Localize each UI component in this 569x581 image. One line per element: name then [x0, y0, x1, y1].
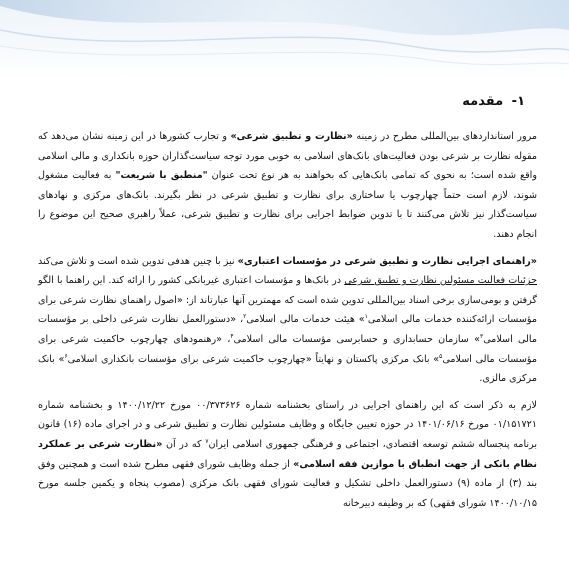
text-run: در بانک‌ها و مؤسسات اعتباری غیربانکی کشور را ارائه کند. این راهنما با الگو گرفتن و بومی‌سازی برخی اسناد بین‌المللی تدوین شده است که مهمترین آنها عبارتاند از: «اصول راهنمای نظارت شرعی برای مؤسسات ارائه‌کننده خدمات مالی اسلامی — [38, 275, 537, 326]
footnote-ref[interactable]: ۷ — [205, 437, 209, 445]
header-wave-graphic — [0, 0, 569, 80]
footnote-ref[interactable]: ۴ — [230, 332, 234, 340]
text-run: مرور استانداردهای بین‌المللی مطرح در زمینه — [352, 131, 538, 142]
text-run: که در آن — [162, 438, 206, 450]
footnote-ref[interactable]: ۱ — [364, 313, 368, 321]
text-run: به فعالیت مشغول شوند، لازم است حتماً چهارچوب یا ساختاری برای نظارت و تطبیق شرعی در نظر بگیرند. بانک‌های مرکزی و نهادهای سیاست‌گذار نیز تلاش می‌کنند تا با تدوین ضوابط اجرایی برای نظارت و تطبیق شرعی، عملاً راهبری صحیح این موضوع را انجام دهند. — [38, 170, 537, 240]
underlined-text: جزئیات فعالیت مسئولین نظارت و تطبیق شرعی — [344, 275, 538, 287]
header-decoration — [0, 0, 569, 80]
footnote-ref[interactable]: ۳ — [479, 332, 484, 340]
text-run: نیز با چنین هدفی تدوین شده است و تلاش می‌کند — [38, 255, 238, 267]
text-run: » سازمان حسابداری و حسابرسی مؤسسات مالی اسلامی — [233, 333, 480, 345]
text-run: ، «رهنمودهای چهارچوب حاکمیت شرعی برای مؤسسات مالی اسلامی — [38, 333, 537, 365]
text-run: ، «دستورالعمل نظارت شرعی داخلی بر مؤسسات مالی اسلامی — [38, 314, 537, 345]
footnote-ref[interactable]: ۵ — [439, 352, 443, 360]
text-run: » بانک مرکزی پاکستان و نهایتاً «چهارچوب حاکمیت شرعی برای مؤسسات بانکداری اسلامی — [67, 353, 440, 365]
section-heading — [462, 94, 525, 110]
footnote-ref[interactable]: ۶ — [64, 352, 68, 360]
text-run: » بانک مرکزی مالزی. — [38, 353, 537, 385]
text-run: از جمله وظایف شورای فقهی مطرح شده است و همچنین وفق بند (۳) از ماده (۹) دستورالعمل داخلی تشکیل و فعالیت شورای فقهی بانک مرکزی (مصوب پنجاه و یکمین جلسه مورخ ۱۴۰۰/۱۰/۱۵ شورای فقهی) که بر وظیفه دبیرخانه — [38, 458, 537, 509]
guideline-paragraph — [38, 252, 537, 389]
text-run: » هیئت خدمات مالی اسلامی — [246, 314, 365, 326]
intro-paragraph — [38, 127, 537, 245]
document-body — [38, 127, 537, 513]
text-run: لازم به ذکر است که این راهنمای اجرایی در راستای بخشنامه شماره ۰۰/۳۷۳۶۲۶ مورخ ۱۴۰۰/۱۲/۲۲ و بخشنامه شماره ۰۱/۱۵۱۷۲۱ مورخ ۱۴۰۱/۰۶/۱۶ در حوزه تعیین جایگاه و وظایف مسئولین نظارت و تطبیق شرعی و در اجرای ماده (۱۶) قانون برنامه پنجساله ششم توسعه اقتصادی، اجتماعی و فرهنگی جمهوری اسلامی ایران — [38, 399, 537, 450]
bold-term: «راهنمای اجرایی نظارت و تطبیق شرعی در مؤسسات اعتباری» — [237, 255, 537, 267]
text-run: و تجارب کشورها در این زمینه نشان می‌دهد که مقوله نظارت بر شرعی بودن فعالیت‌های بانک‌های اسلامی به خوبی مورد توجه سیاست‌گذاران حوزه بانکداری و مالی اسلامی واقع شده است؛ به نحوی که تمامی بانک‌هایی که بخواهند به هر نوع تحت عنوان — [38, 131, 537, 182]
bold-term: "منطبق با شریعت" — [115, 170, 208, 182]
section-title: مقدمه — [462, 94, 504, 109]
bold-term: «نظارت و تطبیق شرعی» — [230, 131, 353, 142]
circular-paragraph — [38, 396, 537, 514]
section-number: ۱- — [511, 94, 525, 109]
footnote-ref[interactable]: ۲ — [243, 313, 247, 321]
bold-term: «نظارت شرعی بر عملکرد نظام بانکی از جهت انطباق با موازین فقه اسلامی» — [38, 438, 537, 470]
